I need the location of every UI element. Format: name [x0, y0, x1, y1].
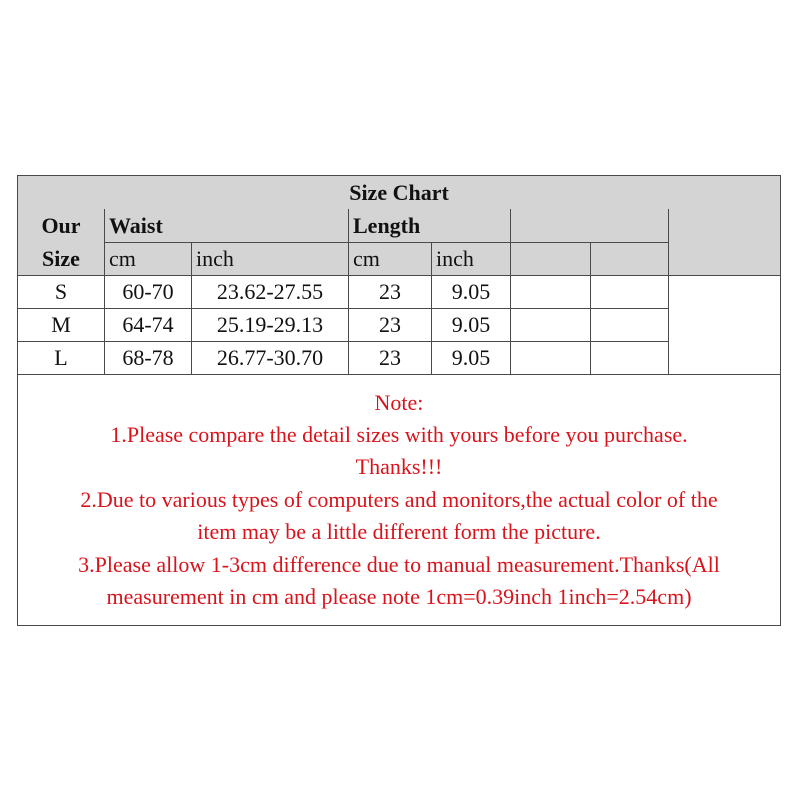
note-line: 3.Please allow 1-3cm difference due to manual measurement.Thanks(All [78, 551, 720, 577]
row-l-size: L [54, 345, 68, 370]
waist-cm-unit: cm [109, 246, 136, 271]
grid-line [668, 209, 669, 374]
row-l-waist-inch: 26.77-30.70 [216, 345, 324, 370]
row-m-length-inch: 9.05 [451, 312, 491, 337]
note-heading: Note: [374, 389, 424, 415]
row-s-length-inch: 9.05 [451, 279, 491, 304]
notes-block [18, 375, 780, 625]
note-line: Thanks!!! [355, 454, 443, 480]
row-l-length-cm: 23 [379, 345, 401, 370]
row-m-waist-cm: 64-74 [122, 312, 174, 337]
grid-line [104, 242, 668, 243]
size-chart-title: Size Chart [18, 176, 780, 210]
note-line: measurement in cm and please note 1cm=0.39inch 1inch=2.54cm) [106, 584, 692, 610]
row-s-waist-cm: 60-70 [122, 279, 174, 304]
our-size-header-line1: Our [41, 213, 81, 238]
grid-line [18, 308, 668, 309]
grid-line [191, 242, 192, 374]
row-l-waist-cm: 68-78 [122, 345, 174, 370]
row-m-length-cm: 23 [379, 312, 401, 337]
note-line: 2.Due to various types of computers and monitors,the actual color of the [80, 486, 718, 512]
length-inch-unit: inch [436, 246, 474, 271]
grid-line [431, 242, 432, 374]
grid-line [590, 242, 591, 374]
row-m-waist-inch: 25.19-29.13 [216, 312, 324, 337]
grid-line [18, 341, 668, 342]
our-size-header-line2: Size [42, 246, 80, 271]
grid-line [104, 209, 105, 374]
row-s-waist-inch: 23.62-27.55 [216, 279, 324, 304]
note-line: 1.Please compare the detail sizes with yours before you purchase. [110, 421, 688, 447]
size-chart-sheet [17, 175, 781, 626]
note-line: item may be a little different form the picture. [197, 519, 601, 545]
row-l-length-inch: 9.05 [451, 345, 491, 370]
row-s-length-cm: 23 [379, 279, 401, 304]
grid-line [18, 275, 780, 276]
length-cm-unit: cm [353, 246, 380, 271]
grid-line [510, 209, 511, 374]
length-group-header: Length [353, 213, 421, 238]
row-m-size: M [51, 312, 71, 337]
row-s-size: S [54, 279, 68, 304]
grid-line [348, 209, 349, 374]
waist-group-header: Waist [109, 213, 163, 238]
waist-inch-unit: inch [196, 246, 234, 271]
